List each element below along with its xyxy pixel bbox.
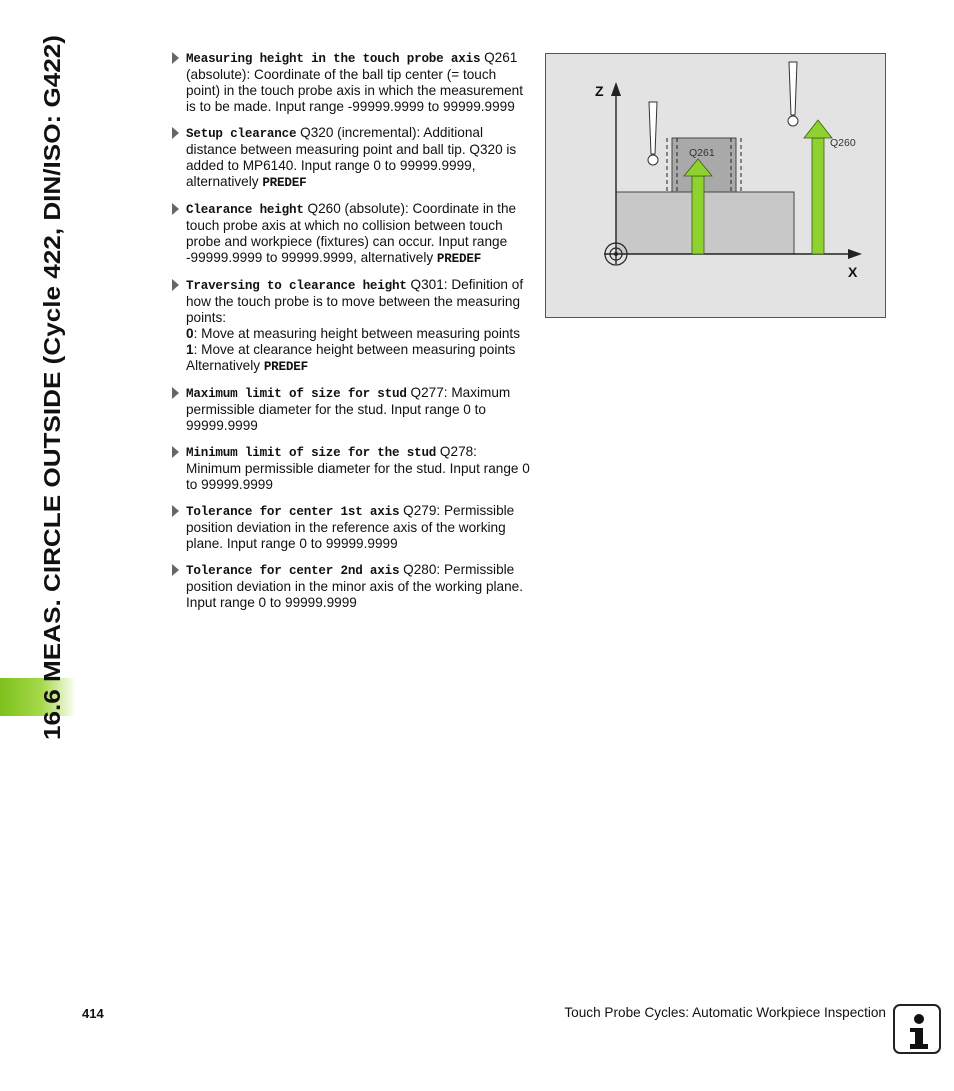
parameter-list — [172, 50, 532, 621]
triangle-arrow-icon — [172, 203, 179, 215]
chapter-title: Touch Probe Cycles: Automatic Workpiece Inspection — [564, 1005, 886, 1020]
param-q280 — [172, 562, 532, 611]
triangle-arrow-icon — [172, 279, 179, 291]
label-q261: Q261 — [689, 147, 715, 159]
q261-arrow-shaft — [692, 176, 704, 254]
param-q278 — [172, 444, 532, 493]
param-description: Q277: Maximum permissible diameter for the stud. Input range 0 to 99999.9999 — [186, 385, 511, 433]
q260-arrow-shaft — [812, 138, 824, 254]
triangle-arrow-icon — [172, 127, 179, 139]
param-description: Q278: Minimum permissible diameter for the stud. Input range 0 to 99999.9999 — [186, 444, 530, 492]
page-number: 414 — [82, 1006, 104, 1021]
option-alternative — [186, 358, 532, 375]
param-q320 — [172, 125, 532, 191]
triangle-arrow-icon — [172, 446, 179, 458]
param-q260 — [172, 201, 532, 267]
param-predef: PREDEF — [436, 252, 482, 266]
param-description: Q260 (absolute): Coordinate in the touch probe axis at which no collision between touch probe and workpiece (fixtures) can occur. Input range -99999.9999 to 99999.9999, alternatively — [186, 201, 517, 265]
param-predef: PREDEF — [263, 360, 308, 374]
param-description: Q261 (absolute): Coordinate of the ball tip center (= touch point) in the touch probe axis in which the measurement is to be made. Input range -99999.9999 to 99999.9999 — [186, 50, 524, 114]
axis-z-label: Z — [595, 83, 604, 99]
param-q261 — [172, 50, 532, 115]
probe-ball-left — [648, 155, 658, 165]
option-0-text: : Move at measuring height between measuring points — [193, 326, 520, 341]
param-predef: PREDEF — [262, 176, 307, 190]
param-keyword: Traversing to clearance height — [186, 279, 407, 293]
param-keyword: Clearance height — [186, 203, 304, 217]
param-q277 — [172, 385, 532, 434]
option-1-number: 1 — [186, 342, 194, 357]
info-icon — [893, 1004, 941, 1054]
x-axis-arrowhead — [848, 249, 862, 259]
option-0-number: 0 — [186, 326, 194, 341]
side-title — [4, 0, 76, 760]
probe-ball-right — [788, 116, 798, 126]
param-description: Q279: Permissible position deviation in the reference axis of the working plane. Input range 0 to 99999.9999 — [186, 503, 515, 551]
param-keyword: Maximum limit of size for stud — [186, 387, 407, 401]
triangle-arrow-icon — [172, 52, 179, 64]
label-q260: Q260 — [830, 137, 856, 149]
probe-stylus-left — [649, 102, 657, 154]
alt-text: Alternatively — [186, 358, 264, 373]
side-title-text: 16.6 MEAS. CIRCLE OUTSIDE (Cycle 422, DIN/ISO: G422) — [39, 105, 65, 740]
probe-diagram-svg — [546, 54, 885, 317]
param-q279 — [172, 503, 532, 552]
param-keyword: Tolerance for center 1st axis — [186, 505, 400, 519]
probe-diagram — [545, 53, 886, 318]
param-keyword: Tolerance for center 2nd axis — [186, 564, 400, 578]
workpiece-base — [616, 192, 794, 254]
option-1 — [186, 342, 532, 358]
triangle-arrow-icon — [172, 564, 179, 576]
param-description: Q301: Definition of how the touch probe is to move between the measuring points: — [186, 277, 524, 325]
z-axis-arrowhead — [611, 82, 621, 96]
param-description: Q320 (incremental): Additional distance between measuring point and ball tip. Q320 is added to MP6140. Input range 0 to 99999.9999, alternatively — [186, 125, 517, 189]
origin-dot — [614, 252, 618, 256]
param-q301 — [172, 277, 532, 375]
probe-stylus-right — [789, 62, 797, 115]
info-icon-base — [910, 1044, 928, 1049]
param-description: Q280: Permissible position deviation in the minor axis of the working plane. Input range 0 to 99999.9999 — [186, 562, 524, 610]
param-keyword: Minimum limit of size for the stud — [186, 446, 437, 460]
option-0 — [186, 326, 532, 342]
option-1-text: : Move at clearance height between measuring points — [193, 342, 516, 357]
triangle-arrow-icon — [172, 387, 179, 399]
q260-arrowhead — [804, 120, 832, 138]
param-keyword: Setup clearance — [186, 127, 297, 141]
triangle-arrow-icon — [172, 505, 179, 517]
param-keyword: Measuring height in the touch probe axis — [186, 52, 481, 66]
info-icon-dot — [914, 1014, 924, 1024]
axis-x-label: X — [848, 264, 858, 280]
